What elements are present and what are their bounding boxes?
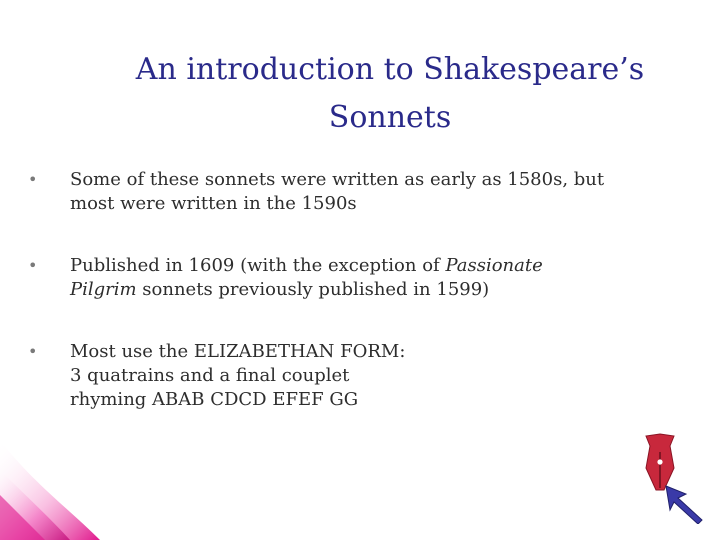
bullet-2-line-1: [70, 254, 688, 278]
bullet-marker: •: [28, 256, 38, 275]
bullet-2-italic-passionate: Passionate: [445, 255, 543, 276]
slide-title: [60, 46, 720, 142]
corner-ribbon-decoration: [0, 400, 140, 540]
bullet-2-suffix: sonnets previously published in 1599): [136, 279, 490, 300]
bullet-item-published-1609: [28, 254, 688, 302]
bullet-marker: •: [28, 170, 38, 189]
bullet-1-line-2: most were written in the 1590s: [70, 193, 357, 214]
title-line-1: An introduction to Shakespeare’s: [135, 52, 645, 88]
bullet-item-early-sonnets: [28, 168, 688, 216]
bullet-3-line-2: 3 quatrains and a final couplet: [70, 365, 350, 386]
bullet-2-text: Published in 1609 (with the exception of: [70, 255, 446, 276]
bullet-3-line-3: rhyming ABAB CDCD EFEF GG: [70, 389, 359, 410]
bullet-3-line-1: Most use the ELIZABETHAN FORM:: [70, 341, 406, 362]
pen-nib-pointer-icon: [612, 428, 708, 524]
title-line-2: Sonnets: [328, 100, 452, 136]
bullet-marker: •: [28, 342, 38, 361]
bullet-1-line-1: Some of these sonnets were written as early as 1580s, but: [70, 169, 605, 190]
bullet-2-line-2: [70, 278, 688, 302]
bullet-2-italic-pilgrim: Pilgrim: [70, 279, 137, 300]
